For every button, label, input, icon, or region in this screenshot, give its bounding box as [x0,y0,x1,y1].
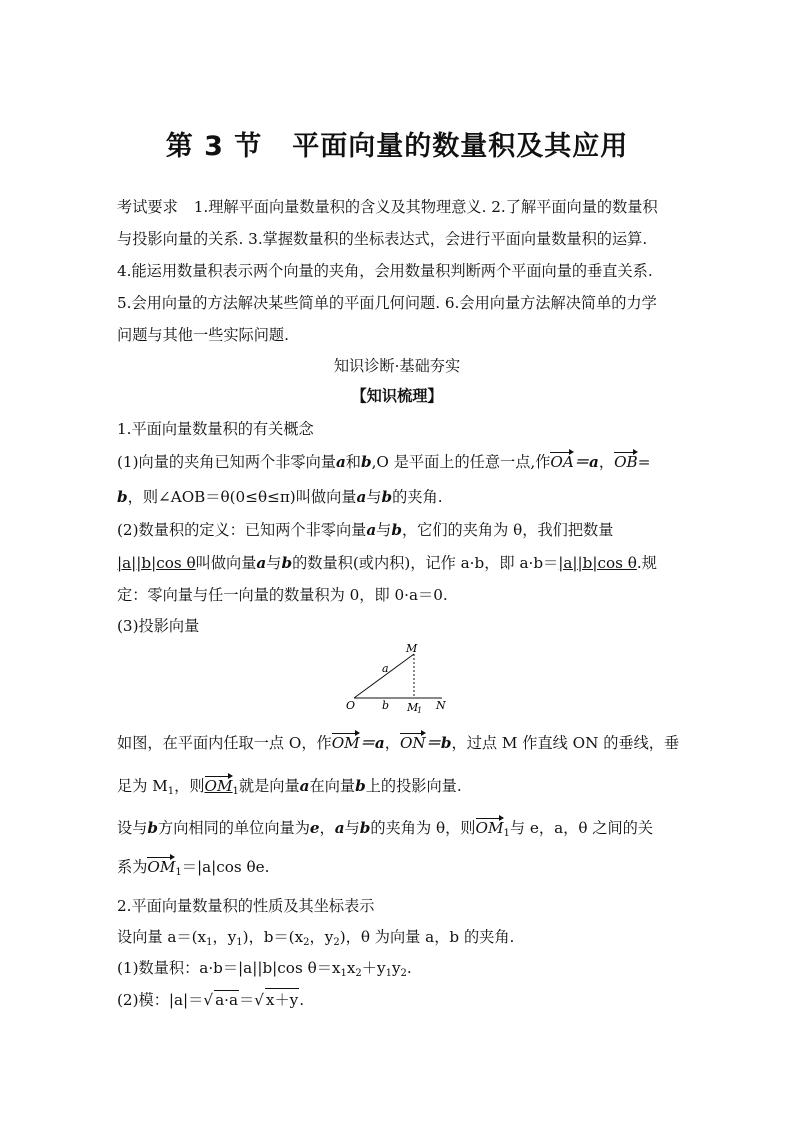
subscript: 2 [333,937,340,948]
vector-om1: OM [475,819,504,837]
var-b: b [360,453,372,471]
text: = [637,453,651,471]
subscript: 1 [503,828,510,839]
text: ＝|a|cos θe. [181,858,270,876]
part2-line-3: (2)模：|a|＝√ a·a＝√ x＋y. [117,988,304,1010]
text: ＝ [239,991,255,1009]
text: (1)数量积：a·b＝|a||b|cos θ＝x [117,959,341,977]
vector-om1: OM [147,858,176,876]
text: 的夹角为 θ，则 [370,819,476,837]
text: 与 [344,819,360,837]
text: )，θ 为向量 a，b 的夹角. [339,928,515,946]
text: ， [598,453,615,471]
section-banner: 知识诊断·基础夯实 [333,357,461,375]
chapter-name: 平面向量的数量积及其应用 [292,131,629,162]
var-a: a [356,488,367,506]
vector-oa: OA [550,453,574,471]
text: (1)向量的夹角已知两个非零向量 [117,453,336,471]
sqrt-x-plus-y: x＋y [265,988,299,1010]
requirements-label: 考试要求 [117,198,178,216]
text: ，它们的夹角为 θ，我们把数量 [401,521,614,539]
part1-line-3 [117,519,613,540]
requirements-line-4: 5.会用向量的方法解决某些简单的平面几何问题. 6.会用向量方法解决简单的力学 [117,294,657,312]
text: 和 [345,453,361,471]
part1-line-8 [117,775,462,797]
vector-ob: OB [614,453,638,471]
label-m1: M [407,701,419,714]
requirements-line-2: 与投影向量的关系. 3.掌握数量积的坐标表达式，会进行平面向量数量积的运算. [117,230,648,248]
text: )，b＝(x [242,928,304,946]
eq-a: ＝a [359,734,385,752]
label-n: N [436,699,446,712]
subscript: 1 [167,786,175,797]
subscript: 1 [340,968,347,979]
text: ，y [212,928,237,946]
vector-on: ON [399,734,426,752]
label-m1-subscript: 1 [417,706,423,715]
var-b: b [381,488,393,506]
text: 的数量积(或内积)，记作 a·b，即 a·b＝ [292,554,559,572]
text: ，过点 M 作直线 ON 的垂线，垂 [451,734,680,752]
part1-heading: 1.平面向量数量积的有关概念 [117,420,314,438]
text: 方向相同的单位向量为 [158,819,310,837]
text: (2)模：|a|＝ [117,991,204,1009]
text: ，y [309,928,334,946]
text: 与 [376,521,392,539]
var-b: b [117,488,128,506]
part1-line-6: (3)投影向量 [117,617,200,635]
projection-diagram [346,640,451,715]
segment-om [354,654,414,698]
var-a: a [366,521,377,539]
subscript: 2 [400,968,407,979]
text: 的夹角. [392,488,443,506]
text: x [346,959,356,977]
subsection-heading: 【知识梳理】 [351,387,443,405]
subscript: 2 [303,937,310,948]
subscript: 1 [175,867,182,878]
part1-line-10 [117,856,269,878]
part2-heading: 2.平面向量数量积的性质及其坐标表示 [117,897,375,915]
part1-line-4 [117,552,657,573]
text: 如图，在平面内任取一点 O，作 [117,734,332,752]
text: 设与 [117,819,148,837]
subscript: 1 [385,968,392,979]
label-a: a [382,662,389,675]
req-text-1: 1.理解平面向量数量积的含义及其物理意义. 2.了解平面向量的数量积 [193,198,658,216]
text: ， [384,734,400,752]
subscript: 1 [206,937,213,948]
var-a: a [334,819,345,837]
text: .规 [636,554,657,572]
part2-line-1 [117,926,514,948]
part1-line-2 [117,486,443,507]
text: y [391,959,401,977]
var-a: a [256,554,267,572]
text: . [299,991,305,1009]
var-a: a [299,777,310,795]
text: 与 [366,488,382,506]
var-e: e [309,819,320,837]
text: 在向量 [309,777,356,795]
text: ,O 是平面上的任意一点,作 [371,453,551,471]
eq-a: ＝a [573,453,599,471]
text: 设向量 a＝(x [117,928,207,946]
text: 系为 [117,858,148,876]
text: ＋y [361,959,386,977]
text: ， [319,819,335,837]
subscript: 2 [355,968,362,979]
text: 与 e，a，θ 之间的关 [509,819,654,837]
var-b: b [355,777,366,795]
label-m: M [406,642,418,655]
label-o: O [346,699,356,712]
part1-line-5: 定：零向量与任一向量的数量积为 0，即 0·a＝0. [117,586,448,604]
text: . [406,959,412,977]
page-title [0,124,794,163]
part1-line-1 [117,451,650,472]
label-b: b [382,699,390,712]
underlined-formula: |a||b|cos θ [558,554,637,572]
var-b: b [281,554,293,572]
chapter-number: 第 3 节 [165,131,263,162]
sqrt-a-dot-a: a·a [215,991,238,1009]
var-b: b [391,521,402,539]
text: ，则 [174,777,205,795]
var-b: b [147,819,158,837]
vector-om1: OM [204,777,233,795]
text: ，则∠AOB＝θ(0≤θ≤π)叫做向量 [127,488,357,506]
part1-line-9 [117,817,653,839]
part2-line-2 [117,957,412,979]
text: 上的投影向量. [365,777,462,795]
subscript: 1 [232,786,239,797]
vector-om: OM [331,734,360,752]
text: (2)数量积的定义：已知两个非零向量 [117,521,367,539]
part1-line-7 [117,732,679,753]
requirements-line-1 [117,196,658,217]
eq-b: ＝b [425,734,452,752]
requirements-line-5: 问题与其他一些实际问题. [117,326,289,344]
requirements-line-3: 4.能运用数量积表示两个向量的夹角，会用数量积判断两个平面向量的垂直关系. [117,262,653,280]
var-a: a [335,453,346,471]
text: 就是向量 [238,777,300,795]
subscript: 1 [236,937,243,948]
text: 与 [266,554,282,572]
underlined-formula: |a||b|cos θ [117,554,196,572]
text: 叫做向量 [195,554,257,572]
var-b: b [359,819,371,837]
text: 足为 M [117,777,168,795]
